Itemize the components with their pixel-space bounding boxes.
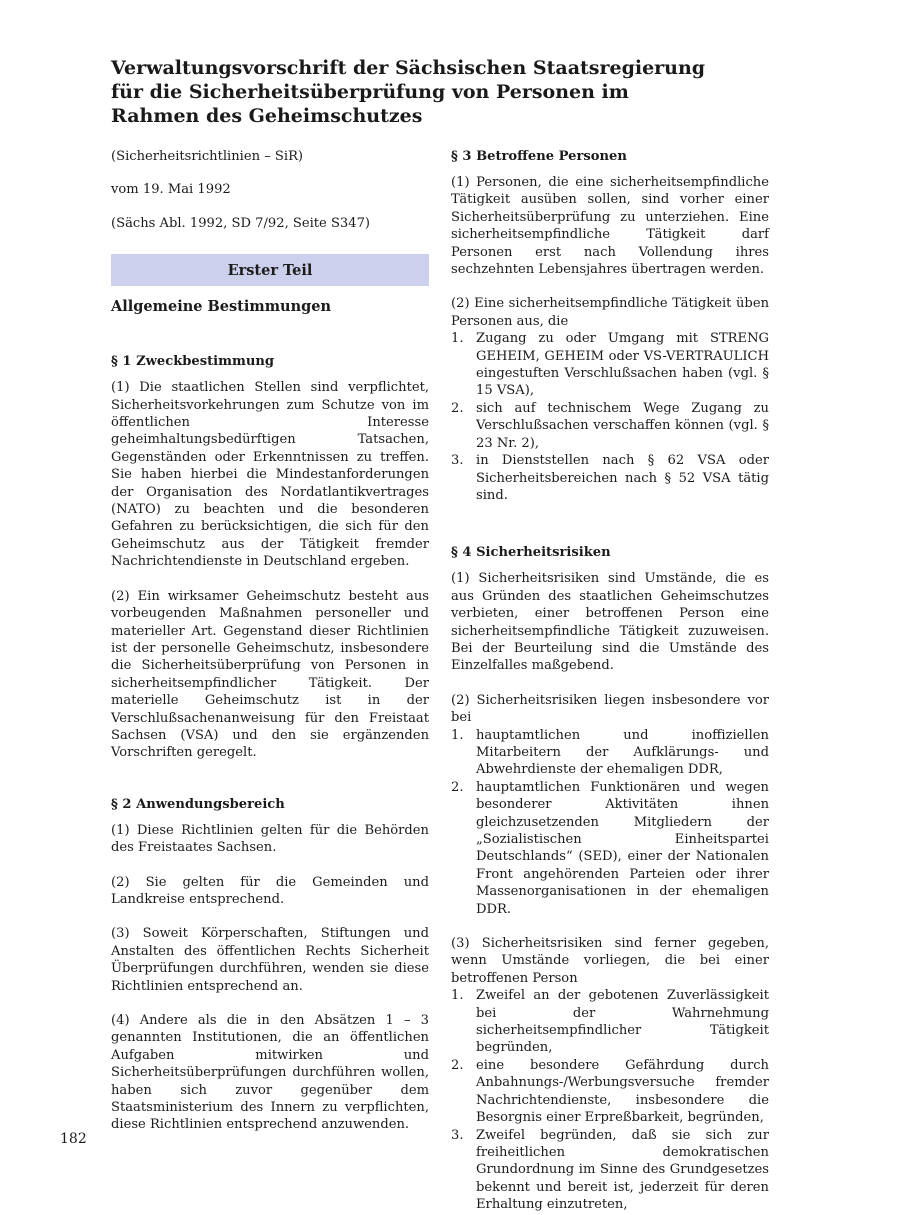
section-3-list bbox=[451, 330, 769, 504]
page-title: Verwaltungsvorschrift der Sächsischen Staatsregierung für die Sicherheitsüberprüfung von Personen im Rahmen des Geheimschutzes bbox=[111, 57, 706, 127]
section-1-paragraph-1: (1) Die staatlichen Stellen sind verpflichtet, Sicherheitsvorkehrungen zum Schutze von im öffentlichen Interesse geheimhaltungsbedürftigen Tatsachen, Gegenständen oder Erkenntnissen zu treffen. Sie haben hierbei die Mindestanforderungen der Organisation des Nordatlantikvertrages (NATO) zu beachten und die besonderen Gefahren zu berücksichtigen, die sich für den Geheimschutz aus der Tätigkeit fremder Nachrichtendienste in Deutschland ergeben. bbox=[111, 380, 429, 570]
part-banner: Erster Teil bbox=[111, 254, 429, 286]
short-title: (Sicherheitsrichtlinien – SiR) bbox=[111, 149, 304, 164]
right-column bbox=[451, 148, 769, 1214]
part-subtitle: Allgemeine Bestimmungen bbox=[111, 298, 332, 316]
section-2-heading: § 2 Anwendungsbereich bbox=[111, 796, 285, 812]
source-reference: (Sächs Abl. 1992, SD 7/92, Seite S347) bbox=[111, 215, 371, 231]
section-4-list-3 bbox=[451, 987, 769, 1213]
list-item: 1. Zugang zu oder Umgang mit STRENG GEHEIM, GEHEIM oder VS-VERTRAULICH eingestuften Verschlußsachen haben (vgl. § 15 VSA), bbox=[451, 331, 769, 399]
left-column bbox=[111, 148, 429, 1134]
list-item: 2. hauptamtlichen Funktionären und wegen besonderer Aktivitäten ihnen gleichzusetzenden Mitgliedern der „Sozialistischen Einheitspartei Deutschlands“ (SED), einer der Nationalen Front angehörenden Parteien oder ihrer Massenorganisationen in der ehemaligen DDR. bbox=[451, 779, 769, 917]
list-item: 3. in Dienststellen nach § 62 VSA oder Sicherheitsbereichen nach § 52 VSA tätig sind. bbox=[451, 453, 769, 503]
section-2-paragraph-1: (1) Diese Richtlinien gelten für die Behörden des Freistaates Sachsen. bbox=[111, 822, 429, 856]
section-2-paragraph-4: (4) Andere als die in den Absätzen 1 – 3 genannten Institutionen, die an öffentlichen Aufgaben mitwirken und Sicherheitsüberprüfungen durchführen wollen, haben sich zuvor gegenüber dem Staatsministerium des Innern zu verpflichten, diese Richtlinien entsprechend anzuwenden. bbox=[111, 1013, 429, 1133]
section-1-paragraph-2: (2) Ein wirksamer Geheimschutz besteht aus vorbeugenden Maßnahmen personeller und materieller Art. Gegenstand dieser Richtlinien ist der personelle Geheimschutz, insbesondere die Sicherheitsüberprüfung von Personen in sicherheitsempfindlicher Tätigkeit. Der materielle Geheimschutz ist in der Verschlußsachenanweisung für den Freistaat Sachsen (VSA) und den sie ergänzenden Vorschriften geregelt. bbox=[111, 588, 429, 761]
section-2-paragraph-2: (2) Sie gelten für die Gemeinden und Landkreise entsprechend. bbox=[111, 874, 429, 907]
section-2-paragraph-3: (3) Soweit Körperschaften, Stiftungen und Anstalten des öffentlichen Rechts Sicherheit Überprüfungen durchführen, wenden sie diese Richtlinien entsprechend an. bbox=[111, 926, 429, 994]
section-3-heading: § 3 Betroffene Personen bbox=[451, 149, 627, 164]
list-item: 3. Zweifel begründen, daß sie sich zur freiheitlichen demokratischen Grundordnung im Sinne des Grundgesetzes bekennt und bereit ist, jederzeit für deren Erhaltung einzutreten, bbox=[451, 1127, 769, 1213]
publication-date: vom 19. Mai 1992 bbox=[111, 182, 231, 198]
section-3-paragraph-1: (1) Personen, die eine sicherheitsempfindliche Tätigkeit ausüben sollen, sind vorher einer Sicherheitsüberprüfung zu unterziehen. Eine sicherheitsempfindliche Tätigkeit darf Personen erst nach Vollendung ihres sechzehnten Lebensjahres übertragen werden. bbox=[451, 175, 769, 278]
section-4-list-2 bbox=[451, 727, 769, 918]
list-item: 2. sich auf technischem Wege Zugang zu Verschlußsachen verschaffen können (vgl. § 23 Nr. 2), bbox=[451, 400, 769, 451]
section-1-heading: § 1 Zweckbestimmung bbox=[111, 354, 275, 370]
list-item: 2. eine besondere Gefährdung durch Anbahnungs-/Werbungsversuche fremder Nachrichtendienste, insbesondere die Besorgnis einer Erpreßbarkeit, begründen, bbox=[451, 1057, 769, 1126]
section-4-paragraph-1: (1) Sicherheitsrisiken sind Umstände, die es aus Gründen des staatlichen Geheimschutzes verbieten, einer betroffenen Person eine sicherheitsempfindliche Tätigkeit zuzuweisen. Bei der Beurteilung sind die Umstände des Einzelfalles maßgebend. bbox=[451, 571, 769, 674]
list-item: 1. hauptamtlichen und inoffiziellen Mitarbeitern der Aufklärungs- und Abwehrdienste der ehemaligen DDR, bbox=[451, 727, 769, 778]
section-3-paragraph-2-intro: (2) Eine sicherheitsempfindliche Tätigkeit üben Personen aus, die bbox=[451, 296, 769, 329]
section-4-paragraph-2-intro: (2) Sicherheitsrisiken liegen insbesondere vor bei bbox=[451, 692, 769, 726]
list-item: 1. Zweifel an der gebotenen Zuverlässigkeit bei der Wahrnehmung sicherheitsempfindlicher Tätigkeit begründen, bbox=[451, 988, 769, 1056]
page-number: 182 bbox=[60, 1131, 87, 1147]
section-4-paragraph-3-intro: (3) Sicherheitsrisiken sind ferner gegeben, wenn Umstände vorliegen, die bei einer betroffenen Person bbox=[451, 936, 769, 986]
section-4-heading: § 4 Sicherheitsrisiken bbox=[451, 545, 611, 561]
